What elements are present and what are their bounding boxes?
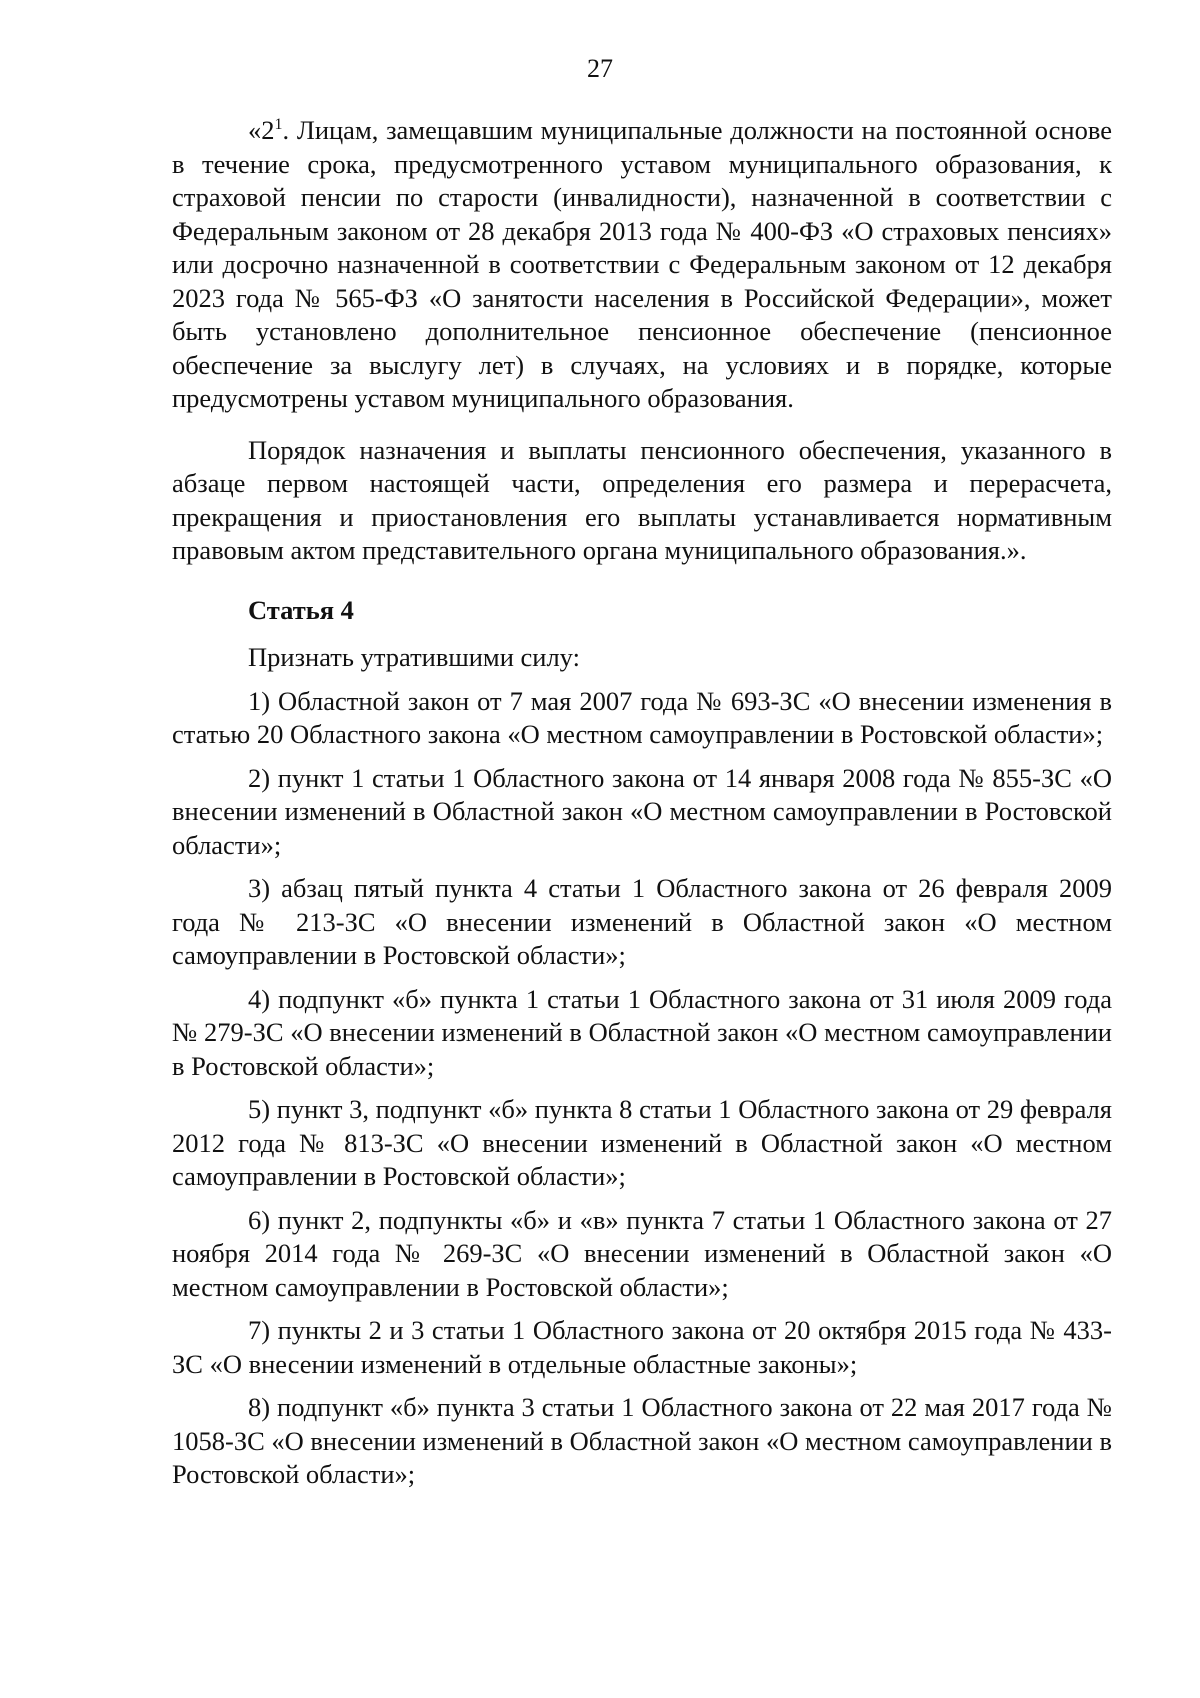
list-item: 6) пункт 2, подпункты «б» и «в» пункта 7 статьи 1 Областного закона от 27 ноября 2014 года № 269-ЗС «О внесении изменений в Областной закон «О местном самоуправлении в Ростовской области»; [172, 1204, 1112, 1302]
list-item: 2) пункт 1 статьи 1 Областного закона от 14 января 2008 года № 855-ЗС «О внесении изменений в Областной закон «О местном самоуправлении в Ростовской области»; [172, 762, 1112, 860]
list-item: 7) пункты 2 и 3 статьи 1 Областного закона от 20 октября 2015 года № 433-ЗС «О внесении изменений в отдельные областные законы»; [172, 1315, 1112, 1379]
list-item: 1) Областной закон от 7 мая 2007 года № 693-ЗС «О внесении изменения в статью 20 Областного закона «О местном самоуправлении в Ростовской области»; [172, 685, 1112, 749]
document-body [172, 114, 1112, 1492]
paragraph-text: . Лицам, замещавшим муниципальные должности на постоянной основе в течение срока, предусмотренного уставом муниципального образования, к страховой пенсии по старости (инвалидности), назначенной в соответствии с Федеральным законом от 28 декабря 2013 года № 400-ФЗ «О страховых пенсиях» или досрочно назначенной в соответствии с Федеральным законом от 12 декабря 2023 года № 565-ФЗ «О занятости населения в Российской Федерации», может быть установлено дополнительное пенсионное обеспечение (пенсионное обеспечение за выслугу лет) в случаях, на условиях и в порядке, которые предусмотрены уставом муниципального образования. [172, 115, 1112, 413]
list-item: 4) подпункт «б» пункта 1 статьи 1 Областного закона от 31 июля 2009 года № 279-ЗС «О внесении изменений в Областной закон «О местном самоуправлении в Ростовской области»; [172, 983, 1112, 1081]
superscript-index: 1 [274, 116, 283, 133]
list-item: 3) абзац пятый пункта 4 статьи 1 Областного закона от 26 февраля 2009 года № 213-ЗС «О внесении изменений в Областной закон «О местном самоуправлении в Ростовской области»; [172, 873, 1112, 970]
paragraph-opening: «2 [248, 115, 275, 145]
list-item: 5) пункт 3, подпункт «б» пункта 8 статьи 1 Областного закона от 29 февраля 2012 года № 813-ЗС «О внесении изменений в Областной закон «О местном самоуправлении в Ростовской области»; [172, 1094, 1112, 1191]
page-number: 27 [587, 54, 613, 83]
paragraph-procedure: Порядок назначения и выплаты пенсионного обеспечения, указанного в абзаце первом настоящей части, определения его размера и перерасчета, прекращения и приостановления его выплаты устанавливается нормативным правовым актом представительного органа муниципального образования.». [172, 434, 1112, 565]
article-heading: Статья 4 [248, 594, 354, 625]
article-intro: Признать утратившими силу: [248, 642, 580, 672]
paragraph-part-2-1 [172, 114, 1112, 416]
list-item: 8) подпункт «б» пункта 3 статьи 1 Областного закона от 22 мая 2017 года № 1058-ЗС «О внесении изменений в Областной закон «О местном самоуправлении в Ростовской области»; [172, 1392, 1112, 1489]
